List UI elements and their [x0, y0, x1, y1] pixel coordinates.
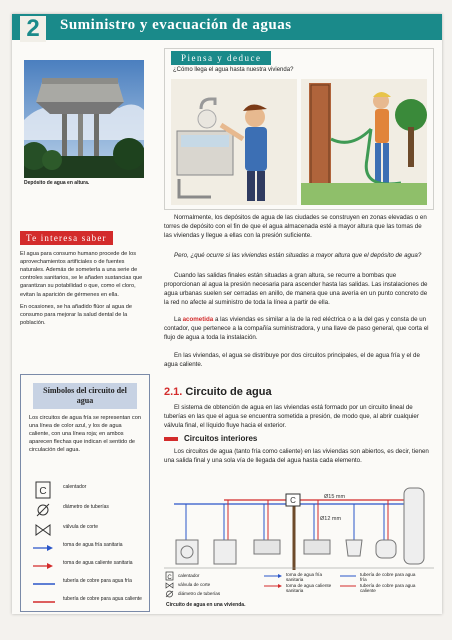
- subsection-heading: [164, 434, 257, 443]
- paragraph-acometida: [164, 316, 430, 343]
- subsection-title: Circuitos interiores: [184, 434, 258, 443]
- paragraph-1: Normalmente, los depósitos de agua de las ciudades se construyen en zonas elevadas o en torres de depósito con el fin de que el agua almacenada esté a mayor altura que las tomas de las viviendas y llegue a ellas con la presión suficiente.: [164, 214, 427, 239]
- symbol-label: tubería de cobre para agua fría: [63, 578, 132, 584]
- flecha-roja-icon: [33, 557, 55, 575]
- photo-caption: Depósito de agua en altura.: [24, 180, 90, 186]
- section-number: 2.1.: [164, 386, 183, 398]
- dishwasher-icon: [214, 540, 236, 564]
- symbol-row-tuberia-fria: [27, 575, 147, 593]
- sink-icon: [254, 540, 280, 554]
- symbol-row-toma-fria: [27, 539, 147, 557]
- linea-roja-icon: [33, 593, 55, 611]
- legend-valvula: válvula de corte: [178, 582, 211, 587]
- symbol-label: diámetro de tuberías: [63, 504, 109, 510]
- section-title: Circuito de agua: [185, 386, 272, 398]
- symbol-label: calentador: [63, 484, 87, 490]
- paragraph-3: Cuando las salidas finales están situadas a gran altura, se recurre a bombas que proporcionan al agua la presión necesaria para ascender hasta las salidas. Las instalaciones de agua urbanas suelen ser cerradas en anillo, de manera que una avería en un punto concreto de la red no afecte al suministro de toda la línea a partir de ella.: [164, 272, 428, 306]
- book-page: [12, 14, 442, 614]
- symbol-label: toma de agua caliente sanitaria: [63, 560, 133, 566]
- acometida-term: acometida: [182, 316, 214, 323]
- piensa-title: Piensa y deduce: [171, 51, 271, 65]
- interesa-paragraph-2: En ocasiones, se ha añadido flúor al agua de consumo para mejorar la salud dental de la población.: [20, 303, 132, 326]
- chapter-number: 2: [20, 16, 46, 42]
- paragraph-question: Pero, ¿qué ocurre si las viviendas están situadas a mayor altura que el depósito de agua?: [174, 252, 422, 259]
- section-paragraph-2: Los circuitos de agua (tanto fría como caliente) en las viviendas son abiertos, es decir, tienen una salida final y una sola vía de llegada del agua hasta cada elemento.: [164, 448, 429, 464]
- linea-azul-icon: [33, 575, 55, 593]
- washing-machine-icon: [176, 540, 198, 564]
- paragraph-5: En las viviendas, el agua se distribuye por dos circuitos principales, el de agua fría y el de agua caliente.: [164, 352, 420, 368]
- legend-toma-fria: toma de agua fría sanitaria: [286, 572, 323, 582]
- water-circuit-diagram: [164, 480, 434, 610]
- flecha-azul-icon: [33, 539, 55, 557]
- svg-text:C: C: [290, 496, 296, 505]
- acometida-post: a las viviendas es similar a la de la red eléctrica o a la del gas y consta de un contador, que pertenece a la compañía suministradora, y una llave de paso general, que corta el flujo de agua a toda la instalación.: [164, 316, 429, 341]
- interesa-paragraph-1: El agua para consumo humano procede de los aprovechamientos artificiales o de fuentes naturales. Además de someterla a una serie de controles sanitarios, se le añaden sustancias que garantizan su potabilidad o que, como el cloro, evitan la aparición de gérmenes en ella.: [20, 251, 143, 298]
- chapter-title: Suministro y evacuación de aguas: [60, 17, 292, 33]
- valvula-icon: [33, 521, 55, 539]
- symbol-row-valvula: [27, 521, 147, 539]
- interesa-title: Te interesa saber: [20, 231, 113, 245]
- piensa-box: [164, 48, 434, 210]
- toilet-icon: [346, 540, 362, 556]
- svg-text:C: C: [167, 575, 172, 581]
- calentador-icon: [33, 481, 55, 499]
- symbol-label: tubería de cobre para agua caliente: [63, 596, 142, 602]
- symbol-row-tuberia-caliente: [27, 593, 147, 611]
- diametro-icon: [33, 501, 55, 519]
- symbols-title: Símbolos del circuito del agua: [33, 383, 137, 409]
- symbol-label: toma de agua fría sanitaria: [63, 542, 123, 548]
- legend-tuberia-fria: tubería de cobre para agua fría: [360, 572, 416, 582]
- section-heading: [164, 386, 272, 398]
- water-tower-photo: [24, 60, 144, 178]
- legend-diametro: diámetro de tuberías: [178, 591, 221, 596]
- piensa-question: ¿Cómo llega el agua hasta nuestra vivienda?: [173, 67, 294, 73]
- chapter-header: [12, 14, 442, 40]
- interesa-box: [20, 228, 148, 331]
- section-paragraph-1: El sistema de obtención de agua en las viviendas está formado por un circuito lineal de tuberías en las que el agua se encuentra sometida a presión, de modo que, al abrir cualquier válvula final, el líquido fluye hacia el exterior.: [164, 404, 419, 429]
- diameter-15-label: Ø15 mm: [324, 494, 346, 500]
- symbol-row-diametro: [27, 501, 147, 519]
- symbol-row-calentador: [27, 481, 147, 499]
- legend-tuberia-caliente: tubería de cobre para agua caliente: [360, 583, 416, 593]
- diameter-12-label: Ø12 mm: [320, 516, 342, 522]
- bathtub-icon: [404, 488, 424, 564]
- symbol-label: válvula de corte: [63, 524, 99, 530]
- symbols-intro: Los circuitos de agua fría se representan con una línea de color azul, y los de agua caliente, con una línea roja; en ambos aparecen flechas que indican el sentido de circulación del agua.: [29, 415, 141, 454]
- svg-text:C: C: [39, 486, 47, 497]
- legend-calentador: calentador: [178, 573, 200, 578]
- diagram-caption: Circuito de agua en una vivienda.: [166, 602, 246, 608]
- acometida-pre: La: [174, 316, 183, 323]
- washbasin-icon: [304, 540, 330, 554]
- symbol-row-toma-caliente: [27, 557, 147, 575]
- subsection-bar: [164, 437, 178, 441]
- piensa-illustration: [171, 79, 427, 205]
- symbols-box: [20, 374, 150, 612]
- legend-toma-caliente: toma de agua caliente sanitaria: [286, 583, 332, 593]
- bidet-icon: [376, 540, 396, 558]
